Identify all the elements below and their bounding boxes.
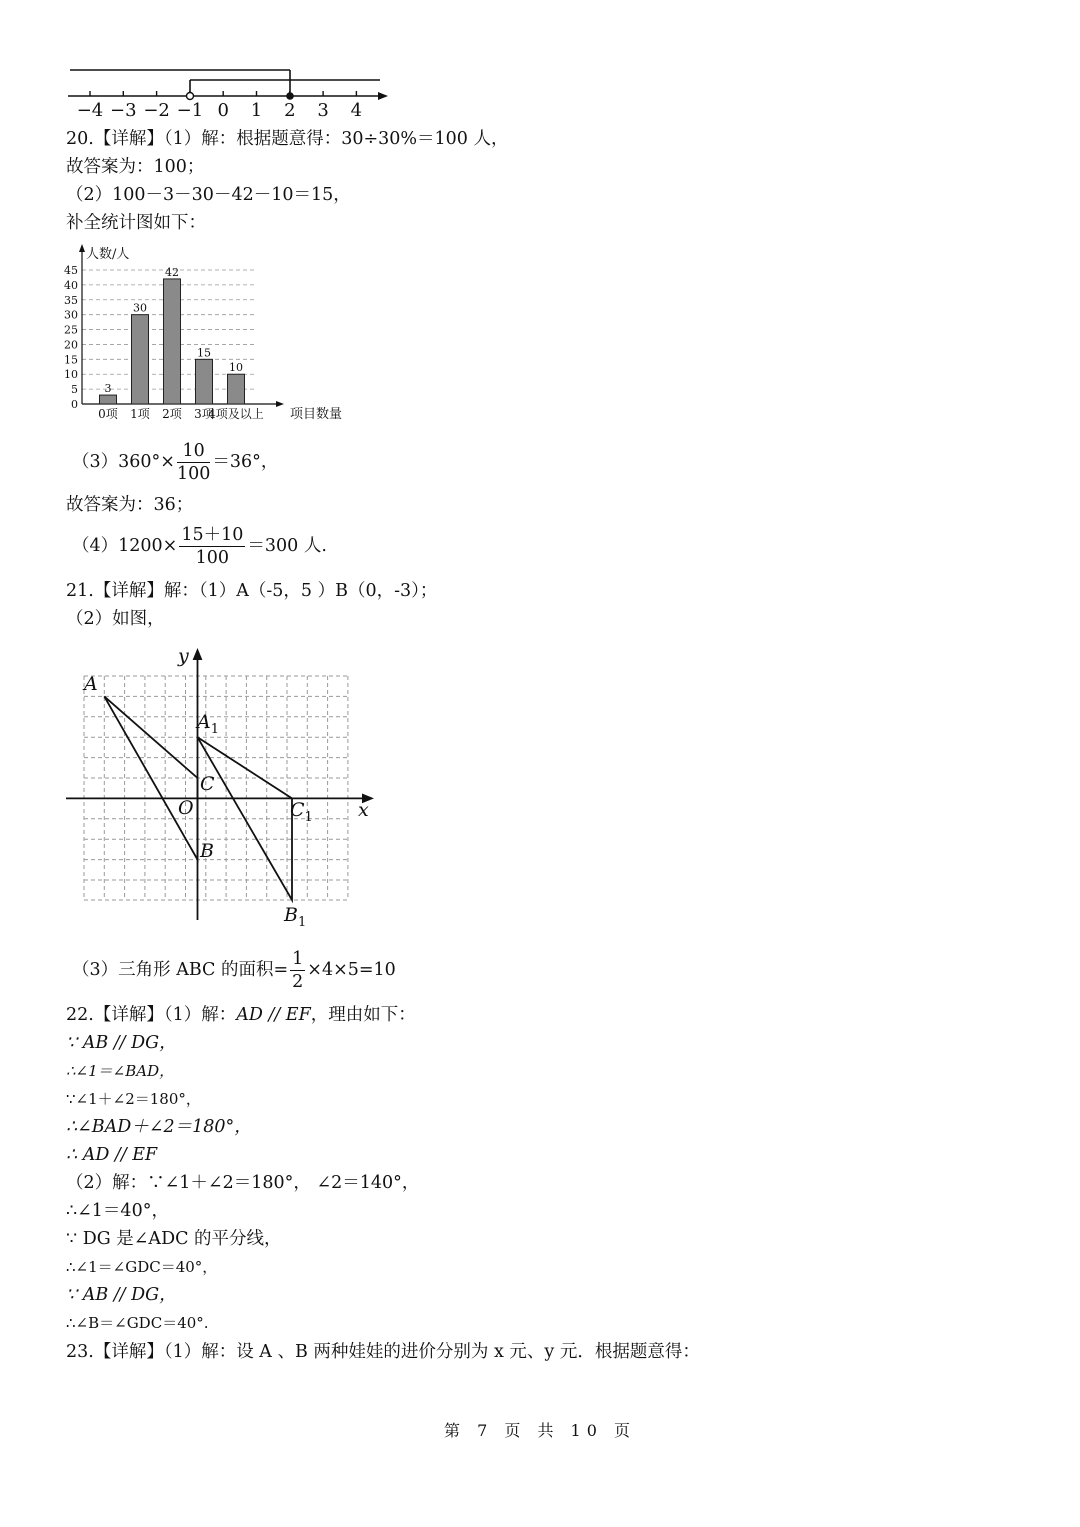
y-tick-label: 20 <box>64 338 78 352</box>
bar-chart <box>60 240 360 425</box>
y-tick-label: 5 <box>71 383 78 397</box>
tick-label: 2 <box>284 100 296 121</box>
category-label: 3项 <box>194 407 214 421</box>
q23-head: 23.【详解】（1）解：设 A 、B 两种娃娃的进价分别为 x 元、y 元．根据题意得： <box>66 1342 700 1362</box>
q22-line8: ∵ DG 是∠ADC 的平分线， <box>66 1229 282 1249</box>
tick-label: 0 <box>217 100 229 121</box>
y-tick-label: 35 <box>64 293 78 307</box>
bar-value-label: 15 <box>197 346 211 360</box>
point-b1-label: $B_1$ <box>284 904 307 930</box>
open-point <box>187 93 194 100</box>
y-tick-label: 25 <box>64 323 78 337</box>
category-label: 1项 <box>130 407 150 421</box>
y-tick-label: 45 <box>64 264 78 277</box>
x-axis-arrow <box>276 401 284 407</box>
y-axis-title: 人数/人 <box>86 247 130 262</box>
tick-label: 3 <box>317 100 329 121</box>
bar <box>100 395 117 404</box>
point-a-label: A <box>84 673 98 695</box>
tick-label: 4 <box>350 100 363 121</box>
y-tick-label: 40 <box>64 278 78 292</box>
q21-part2: （2）如图， <box>66 609 165 629</box>
q21-part3: （3）三角形 ABC 的面积= $\frac{1}{2}$ ×4×5=10 <box>72 949 396 992</box>
q20-part4: （4）1200× $\frac{15+10}{100}$ ＝300 人. <box>72 525 327 568</box>
tick-label: 1 <box>250 100 263 121</box>
bar <box>164 279 181 404</box>
point-b-label: B <box>200 840 214 862</box>
bar-value-label: 10 <box>229 361 243 375</box>
bar <box>228 374 245 404</box>
bar-value-label: 30 <box>133 301 147 315</box>
point-c1-label: $C_1$ <box>290 799 313 825</box>
category-label: 4项及以上 <box>208 407 264 421</box>
fraction: $\frac{15+10}{100}$ <box>181 525 244 568</box>
q21-head: 21.【详解】解：（1）A（-5，5 ）B（0，-3）； <box>66 581 438 601</box>
q22-line1: ∵ AB // DG， <box>66 1033 177 1053</box>
coordinate-graph <box>60 640 390 930</box>
category-label: 2项 <box>162 407 182 421</box>
q22-line2: ∴∠1＝∠BAD， <box>66 1062 175 1080</box>
q22-line3: ∵∠1＋∠2＝180°， <box>66 1090 201 1108</box>
q20-answer1: 故答案为：100； <box>66 157 205 177</box>
q22-line10: ∵ AB // DG， <box>66 1285 177 1305</box>
q22-line5: ∴ AD // EF <box>66 1145 158 1165</box>
point-c-label: C <box>200 773 215 795</box>
q22-line6: （2）解：∵∠1＋∠2＝180°， ∠2＝140°， <box>66 1173 420 1193</box>
q20-head: 20.【详解】（1）解：根据题意得：30÷30%＝100 人， <box>66 129 509 149</box>
y-tick-label: 10 <box>64 368 78 382</box>
bar-value-label: 3 <box>104 382 112 396</box>
bar-value-label: 42 <box>165 265 179 279</box>
q22-line4: ∴∠BAD＋∠2＝180°， <box>66 1117 252 1137</box>
q20-part2: （2）100－3－30－42－10＝15， <box>66 185 351 205</box>
number-line <box>60 62 400 122</box>
tick-label: −4 <box>76 100 104 121</box>
category-label: 0项 <box>98 407 118 421</box>
q20-part3: （3）360°× $\frac{10}{100}$ ＝36°， <box>72 441 279 484</box>
tick-label: −2 <box>143 100 170 121</box>
origin-label: O <box>178 797 194 819</box>
q22-line9: ∴∠1＝∠GDC＝40°， <box>66 1258 218 1276</box>
fraction: $\frac{1}{2}$ <box>292 949 304 992</box>
x-axis-label: x <box>358 799 369 821</box>
tick-label: −1 <box>176 100 204 121</box>
page-footer: 第 7 页 共 10 页 <box>444 1421 636 1440</box>
y-tick-label: 15 <box>64 353 78 367</box>
bar <box>196 359 213 404</box>
q20-complete-chart: 补全统计图如下： <box>66 213 206 233</box>
y-tick-label: 30 <box>64 308 78 322</box>
q20-answer3: 故答案为：36； <box>66 495 194 515</box>
y-tick-label: 0 <box>71 398 78 411</box>
y-axis-arrow <box>79 244 85 252</box>
fraction: $\frac{10}{100}$ <box>176 441 211 484</box>
q22-line11: ∴∠B＝∠GDC＝40°. <box>66 1314 209 1332</box>
x-axis-title: 项目数量 <box>290 407 343 422</box>
point-a1-label: $A_1$ <box>197 711 220 737</box>
y-axis-label: y <box>178 645 189 667</box>
bar <box>132 315 149 404</box>
q22-line7: ∴∠1＝40°， <box>66 1201 169 1221</box>
q22-head: 22.【详解】（1）解：AD // EF，理由如下： <box>66 1005 416 1025</box>
tick-label: −3 <box>110 100 137 121</box>
closed-point <box>286 92 294 100</box>
